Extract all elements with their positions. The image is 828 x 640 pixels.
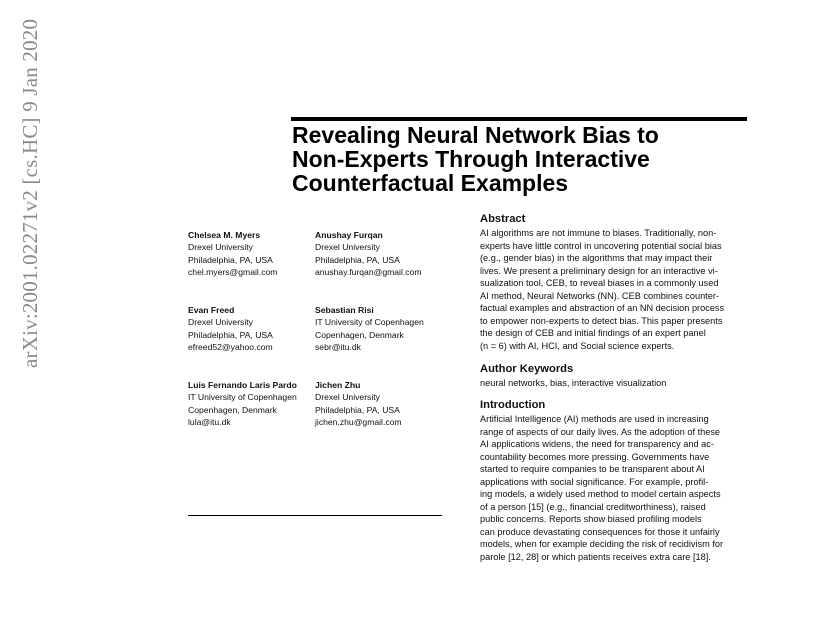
text-line: experts have little control in uncovering potential social bias bbox=[480, 240, 722, 251]
author-email[interactable]: jichen.zhu@gmail.com bbox=[315, 416, 402, 427]
text-line: parole [12, 28] or which patients receives extra care [18]. bbox=[480, 552, 711, 563]
text-line: AI method, Neural Networks (NN). CEB combines counter- bbox=[480, 290, 719, 301]
text-line: of a person [15] (e.g., financial creditworthiness), raised bbox=[480, 501, 706, 512]
text-line: lives. We present a preliminary design for an interactive vi- bbox=[480, 265, 718, 276]
abstract-heading: Abstract bbox=[480, 213, 526, 225]
introduction-section bbox=[480, 398, 750, 564]
author-block bbox=[188, 304, 316, 353]
text-line: public concerns. Reports show biased profiling models bbox=[480, 514, 702, 525]
keywords-section bbox=[480, 362, 750, 390]
author-location: Copenhagen, Denmark bbox=[188, 404, 277, 415]
author-email[interactable]: lula@itu.dk bbox=[188, 416, 231, 427]
text-line: the design of CEB and initial findings of an expert panel bbox=[480, 328, 706, 339]
author-block bbox=[188, 379, 316, 428]
author-location: Philadelphia, PA, USA bbox=[315, 254, 400, 265]
text-line: sualization tool, CEB, to reveal biases in a commonly used bbox=[480, 278, 719, 289]
text-line: models, when for example deciding the risk of recidivism for bbox=[480, 539, 724, 550]
author-email[interactable]: sebr@itu.dk bbox=[315, 341, 361, 352]
title-line: Non-Experts Through Interactive bbox=[292, 146, 650, 172]
keywords-text bbox=[480, 377, 750, 390]
abstract-section bbox=[480, 212, 750, 352]
author-affiliation: Drexel University bbox=[315, 392, 380, 403]
text-line: factual examples and abstraction of an NN decision process bbox=[480, 303, 725, 314]
author-affiliation: Drexel University bbox=[315, 242, 380, 253]
author-location: Copenhagen, Denmark bbox=[315, 329, 404, 340]
author-location: Philadelphia, PA, USA bbox=[188, 329, 273, 340]
author-block bbox=[188, 229, 316, 278]
author-name: Luis Fernando Laris Pardo bbox=[188, 380, 297, 390]
author-affiliation: IT University of Copenhagen bbox=[188, 392, 297, 403]
text-line: neural networks, bias, interactive visualization bbox=[480, 378, 667, 388]
author-block bbox=[315, 379, 443, 428]
author-email[interactable]: efreed52@yahoo.com bbox=[188, 341, 273, 352]
author-block bbox=[315, 229, 443, 278]
text-line: Artificial Intelligence (AI) methods are used in increasing bbox=[480, 414, 709, 424]
author-name: Evan Freed bbox=[188, 305, 235, 315]
author-location: Philadelphia, PA, USA bbox=[188, 254, 273, 265]
author-name: Chelsea M. Myers bbox=[188, 230, 261, 240]
arxiv-identifier: arXiv:2001.02271v2 [cs.HC] 9 Jan 2020 bbox=[18, 18, 42, 368]
keywords-heading: Author Keywords bbox=[480, 363, 574, 375]
text-line: applications with social significance. For example, profil- bbox=[480, 476, 709, 487]
title-line: Revealing Neural Network Bias to bbox=[292, 122, 659, 148]
text-line: (e.g., gender bias) in the algorithms that may impact their bbox=[480, 253, 713, 264]
text-line: ing models, a widely used method to model certain aspects bbox=[480, 489, 721, 500]
author-email[interactable]: anushay.furqan@gmail.com bbox=[315, 266, 422, 277]
author-affiliation: IT University of Copenhagen bbox=[315, 317, 424, 328]
text-line: range of aspects of our daily lives. As the adoption of these bbox=[480, 426, 721, 437]
author-name: Sebastian Risi bbox=[315, 305, 374, 315]
text-line: to empower non-experts to detect bias. This paper presents bbox=[480, 315, 723, 326]
author-name: Jichen Zhu bbox=[315, 380, 361, 390]
author-location: Philadelphia, PA, USA bbox=[315, 404, 400, 415]
abstract-text bbox=[480, 227, 750, 352]
text-line: AI applications widens, the need for transparency and ac- bbox=[480, 439, 714, 450]
title-line: Counterfactual Examples bbox=[292, 170, 569, 196]
author-block bbox=[315, 304, 443, 353]
text-line: (n = 6) with AI, HCI, and Social science experts. bbox=[480, 340, 675, 351]
author-name: Anushay Furqan bbox=[315, 230, 383, 240]
text-line: countability becomes more pressing. Governments have bbox=[480, 451, 710, 462]
author-email[interactable]: chel.myers@gmail.com bbox=[188, 266, 278, 277]
title-rule bbox=[291, 117, 747, 121]
paper-title bbox=[292, 123, 752, 195]
text-line: can produce devastating consequences for those it unfairly bbox=[480, 526, 720, 537]
introduction-heading: Introduction bbox=[480, 399, 546, 411]
footnote-rule bbox=[188, 515, 442, 516]
text-line: started to require companies to be transparent about AI bbox=[480, 464, 705, 475]
introduction-text bbox=[480, 413, 750, 564]
text-line: AI algorithms are not immune to biases. Traditionally, non- bbox=[480, 228, 717, 238]
author-affiliation: Drexel University bbox=[188, 242, 253, 253]
author-affiliation: Drexel University bbox=[188, 317, 253, 328]
